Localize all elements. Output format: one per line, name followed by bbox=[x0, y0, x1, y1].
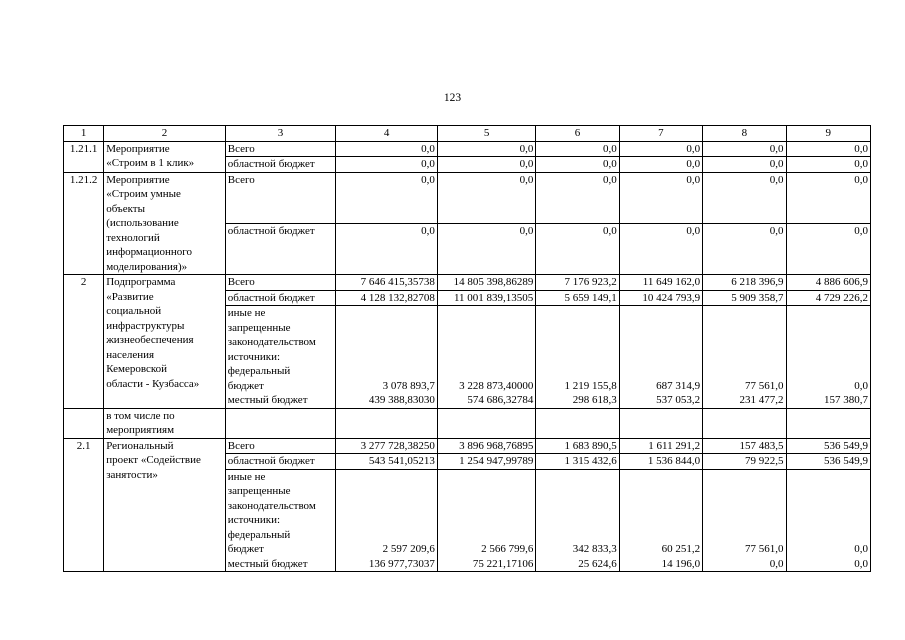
name-cell-line: моделирования)» bbox=[106, 260, 188, 273]
value-federal: 2 566 799,6 bbox=[481, 543, 534, 555]
value-cell: 1 254 947,99789 bbox=[437, 454, 535, 470]
table-row bbox=[64, 275, 871, 291]
value-cell: 0,0 bbox=[786, 223, 870, 274]
value-cell: 536 549,9 bbox=[786, 438, 870, 454]
source-cell-line: законодательством bbox=[227, 499, 316, 512]
value-federal: 0,0 bbox=[854, 379, 868, 392]
value-cell: 0,0 bbox=[336, 141, 438, 157]
name-cell-line: «Строим в 1 клик» bbox=[106, 157, 195, 169]
header-cell: 8 bbox=[703, 126, 786, 142]
header-cell: 3 bbox=[225, 126, 336, 142]
source-cell-line: бюджет bbox=[227, 543, 264, 555]
source-cell bbox=[225, 290, 336, 306]
name-cell-line: Мероприятие bbox=[106, 142, 170, 155]
value-local: 574 686,32784 bbox=[467, 394, 534, 406]
empty-cell bbox=[786, 408, 870, 438]
empty-cell bbox=[336, 408, 438, 438]
source-cell-line: областной бюджет bbox=[227, 224, 315, 237]
value-cell: 0,0 bbox=[336, 172, 438, 223]
value-federal: 0,0 bbox=[854, 543, 868, 555]
value-cell: 4 886 606,9 bbox=[786, 275, 870, 291]
page-number: 123 bbox=[443, 92, 462, 104]
value-cell: 5 659 149,1 bbox=[536, 290, 619, 306]
empty-cell bbox=[703, 408, 786, 438]
empty-cell bbox=[619, 408, 702, 438]
value-cell: 0,0 bbox=[619, 172, 702, 223]
empty-cell bbox=[64, 408, 104, 438]
name-cell-line: области - Кузбасса» bbox=[106, 377, 200, 390]
value-cell bbox=[437, 469, 535, 572]
source-cell-line: Всего bbox=[227, 439, 255, 452]
name-cell-line: «Строим умные bbox=[106, 188, 181, 200]
value-cell: 0,0 bbox=[536, 157, 619, 173]
value-cell bbox=[336, 469, 438, 572]
source-cell bbox=[225, 141, 336, 157]
value-cell: 7 646 415,35738 bbox=[336, 275, 438, 291]
value-cell: 1 611 291,2 bbox=[619, 438, 702, 454]
row-id-cell: 2.1 bbox=[64, 438, 104, 572]
value-cell: 14 805 398,86289 bbox=[437, 275, 535, 291]
value-cell: 0,0 bbox=[536, 223, 619, 274]
source-cell bbox=[225, 469, 336, 572]
value-cell: 0,0 bbox=[703, 172, 786, 223]
value-local: 298 618,3 bbox=[572, 394, 617, 406]
value-cell: 3 896 968,76895 bbox=[437, 438, 535, 454]
source-cell bbox=[225, 306, 336, 409]
name-cell-line: «Развитие bbox=[106, 290, 154, 303]
name-cell-line: жизнеобеспечения bbox=[106, 334, 194, 346]
source-cell-line: Всего bbox=[227, 173, 255, 186]
source-cell-line: запрещенные bbox=[227, 485, 291, 497]
name-cell bbox=[104, 275, 226, 409]
name-cell-line: населения bbox=[106, 348, 155, 361]
source-cell-line: иные не bbox=[227, 470, 266, 483]
source-cell-line: иные не bbox=[227, 307, 266, 319]
name-cell-line: Кемеровской bbox=[106, 363, 168, 375]
value-cell: 11 001 839,13505 bbox=[437, 290, 535, 306]
header-cell: 2 bbox=[104, 126, 226, 142]
value-cell bbox=[336, 306, 438, 409]
value-cell: 0,0 bbox=[437, 141, 535, 157]
value-cell: 79 922,5 bbox=[703, 454, 786, 470]
name-cell-line: Мероприятие bbox=[106, 173, 170, 186]
value-cell: 11 649 162,0 bbox=[619, 275, 702, 291]
source-cell-line: местный бюджет bbox=[227, 394, 308, 406]
value-cell bbox=[786, 469, 870, 572]
source-cell bbox=[225, 223, 336, 274]
source-cell-line: Всего bbox=[227, 142, 255, 155]
value-local: 537 053,2 bbox=[656, 394, 701, 406]
value-cell: 0,0 bbox=[619, 157, 702, 173]
value-local: 231 477,2 bbox=[739, 394, 784, 406]
source-cell bbox=[225, 172, 336, 223]
value-cell bbox=[786, 306, 870, 409]
value-local: 75 221,17106 bbox=[472, 557, 534, 570]
source-cell-line: местный бюджет bbox=[227, 557, 308, 570]
value-local: 439 388,83030 bbox=[368, 394, 435, 406]
header-cell: 7 bbox=[619, 126, 702, 142]
source-cell-line: областной бюджет bbox=[227, 291, 315, 304]
value-local: 25 624,6 bbox=[578, 557, 617, 570]
value-cell bbox=[437, 306, 535, 409]
value-federal: 2 597 209,6 bbox=[382, 543, 435, 555]
value-cell: 536 549,9 bbox=[786, 454, 870, 470]
value-cell: 1 683 890,5 bbox=[536, 438, 619, 454]
value-federal: 3 228 873,40000 bbox=[459, 379, 534, 392]
value-cell bbox=[703, 469, 786, 572]
source-cell-line: законодательством bbox=[227, 336, 316, 348]
value-local: 157 380,7 bbox=[824, 394, 868, 406]
source-cell-line: источники: bbox=[227, 514, 281, 526]
value-cell: 1 536 844,0 bbox=[619, 454, 702, 470]
name-cell-line: инфраструктуры bbox=[106, 319, 185, 332]
name-cell bbox=[104, 141, 226, 172]
empty-cell bbox=[437, 408, 535, 438]
value-cell: 4 128 132,82708 bbox=[336, 290, 438, 306]
value-federal: 77 561,0 bbox=[745, 379, 784, 392]
source-cell-line: федеральный bbox=[227, 365, 291, 377]
name-cell-line: Подпрограмма bbox=[106, 276, 176, 288]
header-cell: 1 bbox=[64, 126, 104, 142]
source-cell bbox=[225, 438, 336, 454]
row-id-cell: 1.21.1 bbox=[64, 141, 104, 172]
value-cell: 0,0 bbox=[336, 223, 438, 274]
value-federal: 60 251,2 bbox=[661, 543, 701, 555]
value-cell: 0,0 bbox=[786, 157, 870, 173]
empty-cell bbox=[225, 408, 336, 438]
budget-table bbox=[63, 125, 871, 572]
value-federal: 687 314,9 bbox=[656, 379, 701, 392]
name-cell-line: (использование bbox=[106, 217, 179, 229]
name-cell-line: технологий bbox=[106, 231, 160, 244]
value-cell: 0,0 bbox=[437, 223, 535, 274]
value-cell: 0,0 bbox=[619, 141, 702, 157]
name-cell-line: занятости» bbox=[106, 468, 158, 481]
source-cell-line: источники: bbox=[227, 350, 281, 363]
source-cell-line: федеральный bbox=[227, 528, 291, 541]
row-id-cell: 2 bbox=[64, 275, 104, 409]
value-cell: 0,0 bbox=[336, 157, 438, 173]
header-cell: 9 bbox=[786, 126, 870, 142]
value-federal: 1 219 155,8 bbox=[564, 379, 617, 392]
name-cell bbox=[104, 438, 226, 572]
value-cell: 10 424 793,9 bbox=[619, 290, 702, 306]
note-cell bbox=[104, 408, 226, 438]
value-cell: 3 277 728,38250 bbox=[336, 438, 438, 454]
value-cell: 0,0 bbox=[786, 141, 870, 157]
value-cell bbox=[703, 306, 786, 409]
value-local: 136 977,73037 bbox=[368, 557, 435, 570]
value-cell bbox=[536, 306, 619, 409]
value-cell: 5 909 358,7 bbox=[703, 290, 786, 306]
value-cell bbox=[536, 469, 619, 572]
value-federal: 3 078 893,7 bbox=[382, 379, 435, 392]
header-cell: 4 bbox=[336, 126, 438, 142]
source-cell bbox=[225, 275, 336, 291]
source-cell-line: Всего bbox=[227, 276, 255, 288]
empty-cell bbox=[536, 408, 619, 438]
value-cell: 0,0 bbox=[437, 172, 535, 223]
table-row bbox=[64, 172, 871, 223]
source-cell-line: запрещенные bbox=[227, 321, 291, 334]
source-cell bbox=[225, 157, 336, 173]
header-cell: 5 bbox=[437, 126, 535, 142]
source-cell-line: бюджет bbox=[227, 379, 264, 392]
value-cell: 0,0 bbox=[619, 223, 702, 274]
value-cell: 0,0 bbox=[786, 172, 870, 223]
value-federal: 342 833,3 bbox=[572, 543, 617, 555]
note-cell-line: в том числе по bbox=[106, 409, 175, 422]
row-id-cell: 1.21.2 bbox=[64, 172, 104, 275]
value-cell: 0,0 bbox=[536, 141, 619, 157]
value-cell: 7 176 923,2 bbox=[536, 275, 619, 291]
value-cell bbox=[619, 306, 702, 409]
header-cell: 6 bbox=[536, 126, 619, 142]
value-cell: 6 218 396,9 bbox=[703, 275, 786, 291]
name-cell-line: Региональный bbox=[106, 439, 174, 452]
source-cell-line: областной бюджет bbox=[227, 455, 315, 467]
value-federal: 77 561,0 bbox=[745, 543, 784, 555]
source-cell bbox=[225, 454, 336, 470]
table-row bbox=[64, 438, 871, 454]
source-cell-line: областной бюджет bbox=[227, 158, 315, 170]
note-cell-line: мероприятиям bbox=[106, 424, 175, 436]
value-cell: 0,0 bbox=[437, 157, 535, 173]
name-cell bbox=[104, 172, 226, 275]
value-cell: 1 315 432,6 bbox=[536, 454, 619, 470]
value-cell: 4 729 226,2 bbox=[786, 290, 870, 306]
name-cell-line: проект «Содействие bbox=[106, 454, 201, 466]
value-local: 0,0 bbox=[769, 557, 784, 570]
value-cell: 157 483,5 bbox=[703, 438, 786, 454]
name-cell-line: социальной bbox=[106, 305, 162, 317]
value-cell bbox=[619, 469, 702, 572]
value-cell: 543 541,05213 bbox=[336, 454, 438, 470]
name-cell-line: объекты bbox=[106, 202, 145, 215]
value-cell: 0,0 bbox=[703, 223, 786, 274]
value-cell: 0,0 bbox=[703, 141, 786, 157]
value-cell: 0,0 bbox=[703, 157, 786, 173]
value-cell: 0,0 bbox=[536, 172, 619, 223]
value-local: 14 196,0 bbox=[661, 557, 701, 570]
value-local: 0,0 bbox=[854, 557, 868, 570]
table-row bbox=[64, 141, 871, 157]
name-cell-line: информационного bbox=[106, 246, 192, 258]
